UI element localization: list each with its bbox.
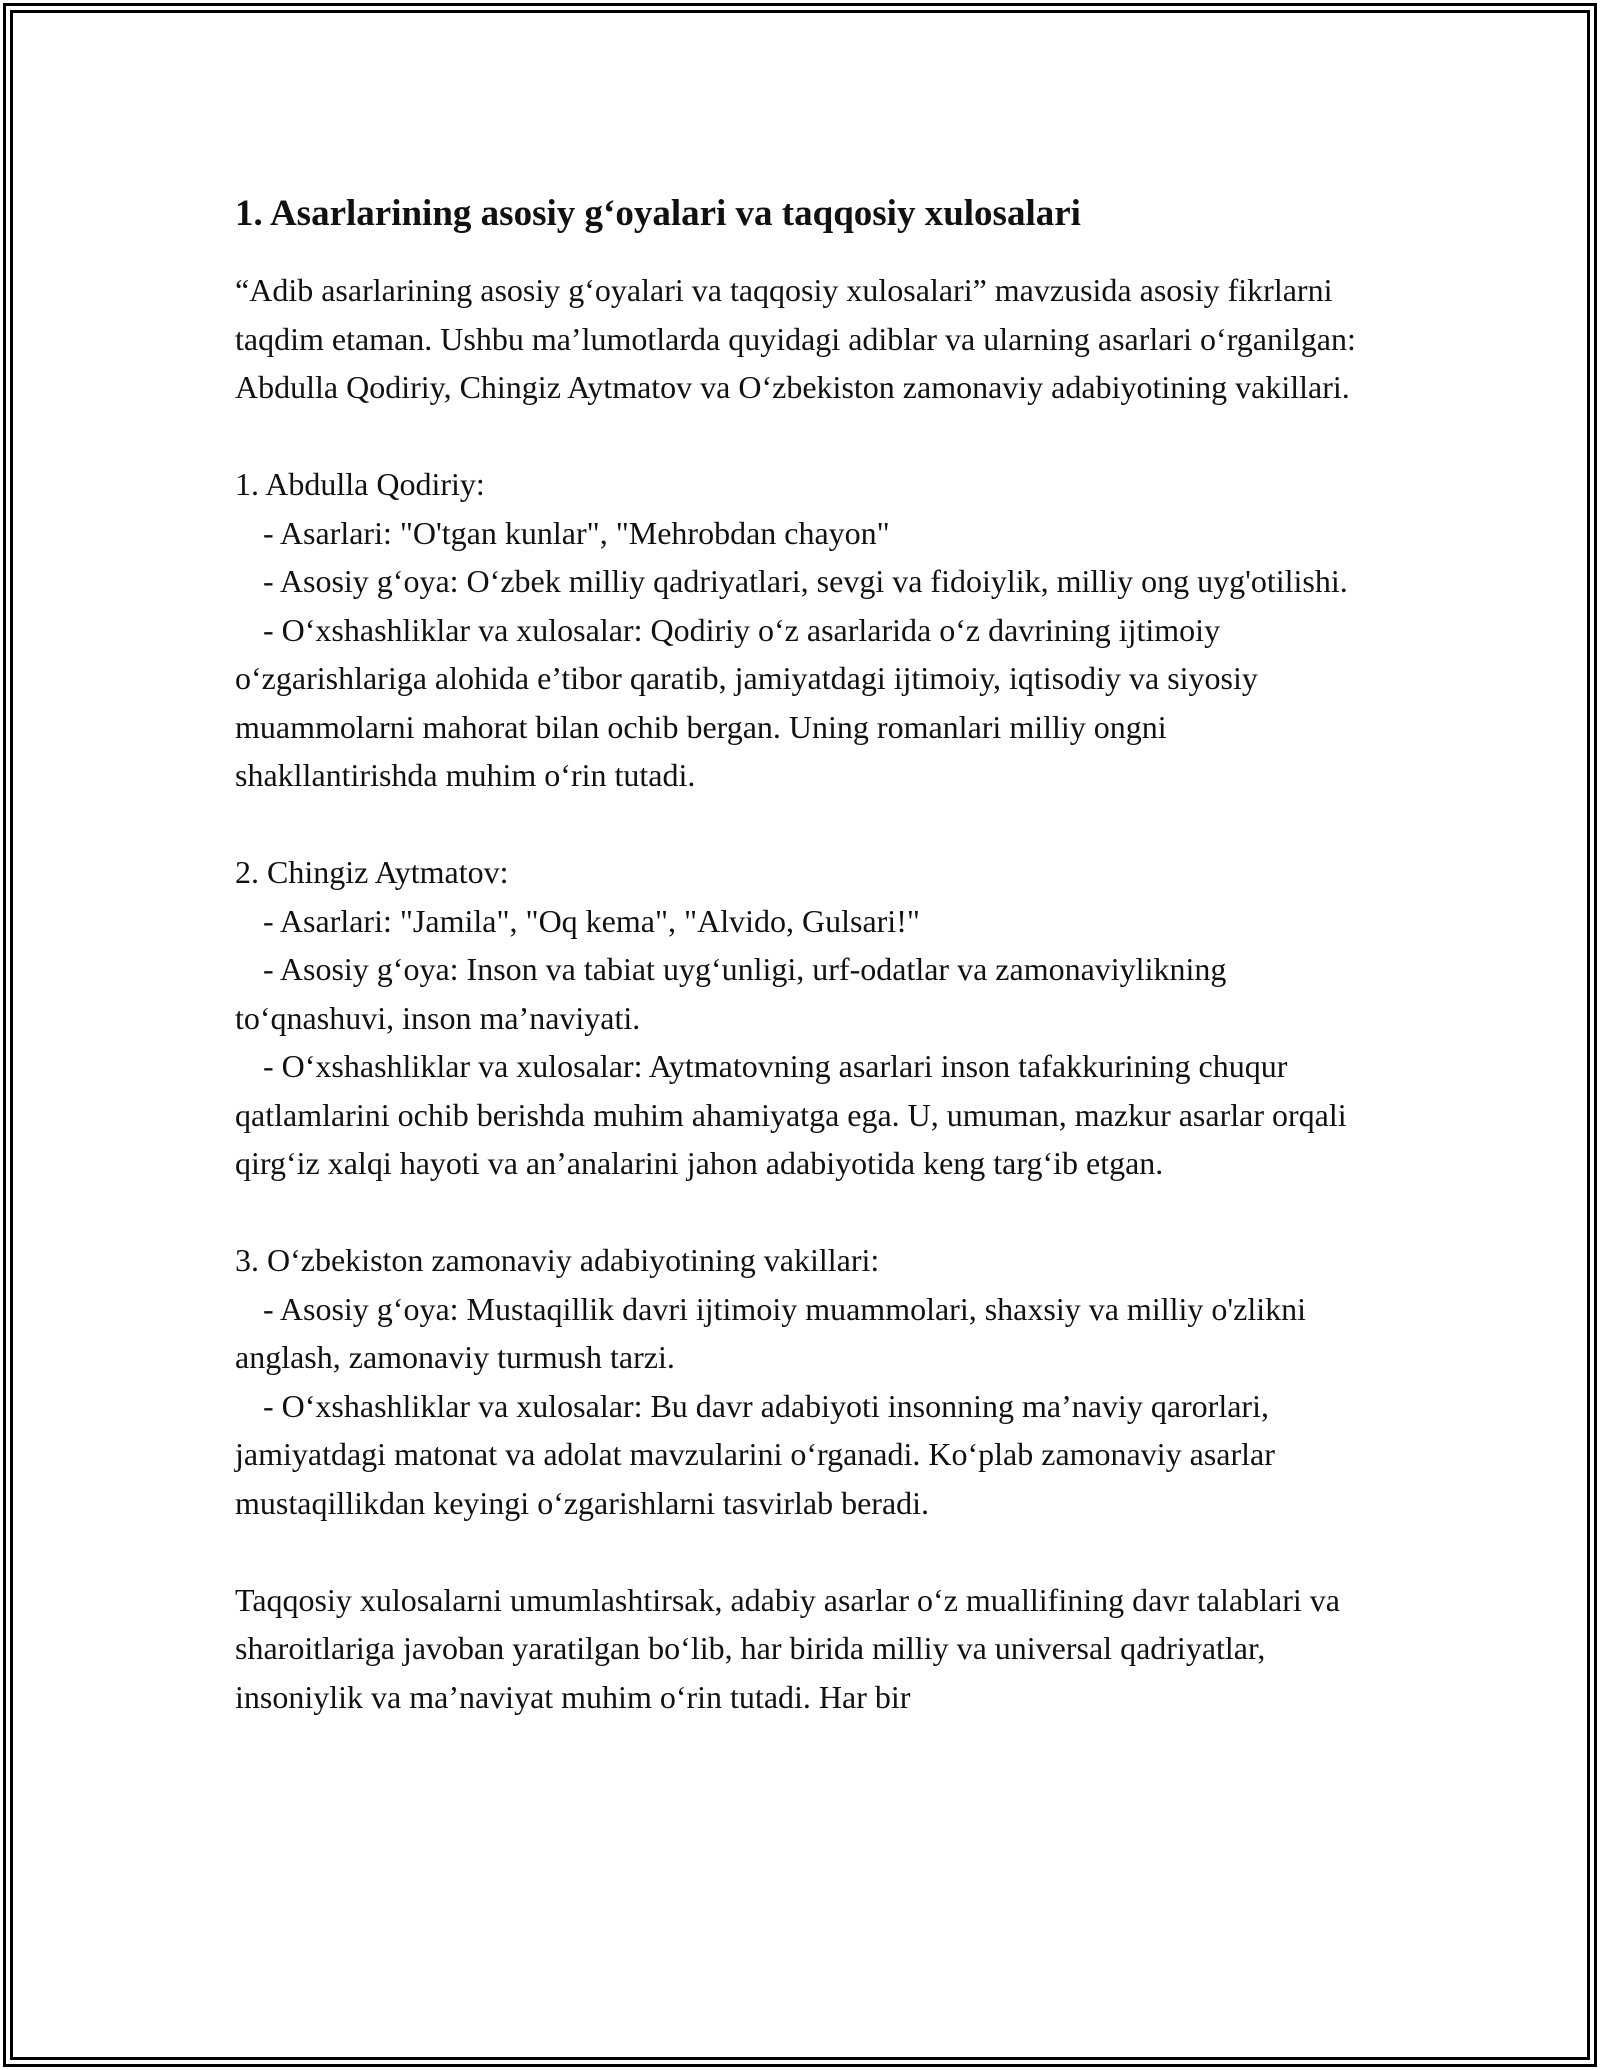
works-line: - Asarlari: "O'tgan kunlar", "Mehrobdan chayon" — [263, 514, 890, 551]
idea-text: Mustaqillik davri ijtimoiy muammolari, shaxsiy va milliy o'zlikni anglash, zamonaviy turmush tarzi. — [235, 1290, 1307, 1375]
author-title: 1. Abdulla Qodiriy: — [235, 466, 485, 502]
section-heading: 1. Asarlarining asosiy g‘oyalari va taqqosiy xulosalari — [235, 193, 1081, 234]
idea-label: - Asosiy g‘oya: — [263, 1290, 459, 1327]
conclusion-line — [235, 1382, 1375, 1528]
document-body — [235, 188, 1375, 1721]
idea-label: - Asosiy g‘oya: — [263, 563, 459, 599]
conclusion-text: Bu davr adabiyoti insonning ma’naviy qarorlari, jamiyatdagi matonat va adolat mavzularini o‘rganadi. Ko‘plab zamonaviy asarlar mustaqillikdan keyingi o‘zgarishlarni tasvirlab beradi. — [235, 1387, 1275, 1521]
paragraph-gap — [235, 1188, 1375, 1237]
author-title: 2. Chingiz Aytmatov: — [235, 854, 509, 890]
paragraph-gap — [235, 800, 1375, 849]
conclusion-text: Aytmatovning asarlari inson tafakkurining chuqur qatlamlarini ochib berishda muhim ahamiyatga ega. U, umuman, mazkur asarlar orqali qirg‘iz xalqi hayoti va an’analarini jahon adabiyotida keng targ‘ib etgan. — [235, 1048, 1347, 1181]
summary-paragraph: Taqqosiy xulosalarni umumlashtirsak, adabiy asarlar o‘z muallifining davr talablari va sharoitlariga javoban yaratilgan bo‘lib, har birida milliy va universal qadriyatlar, insoniylik va ma’naviyat muhim o‘rin tutadi. Har bir — [235, 1581, 1340, 1715]
idea-label: - Asosiy g‘oya: — [263, 951, 459, 987]
author-section-aytmatov — [235, 848, 1375, 1188]
author-section-qodiriy — [235, 460, 1375, 800]
idea-line — [235, 1285, 1375, 1382]
author-title: 3. O‘zbekiston zamonaviy adabiyotining vakillari: — [235, 1242, 880, 1278]
works-line: - Asarlari: "Jamila", "Oq kema", "Alvido, Gulsari!" — [263, 902, 920, 939]
conclusion-text: Qodiriy o‘z asarlarida o‘z davrining ijtimoiy o‘zgarishlariga alohida e’tibor qaratib, jamiyatdagi ijtimoiy, iqtisodiy va siyosiy muammolarni mahorat bilan ochib bergan. Uning romanlari milliy ongni shakllantirishda muhim o‘rin tutadi. — [235, 611, 1258, 793]
author-section-modern — [235, 1236, 1375, 1527]
paragraph-gap — [235, 1527, 1375, 1576]
intro-paragraph: “Adib asarlarining asosiy g‘oyalari va taqqosiy xulosalari” mavzusida asosiy fikrlarni taqdim etaman. Ushbu ma’lumotlarda quyidagi adiblar va ularning asarlari o‘rganilgan: Abdulla Qodiriy, Chingiz Aytmatov va O‘zbekiston zamonaviy adabiyotining vakillari. — [235, 272, 1356, 405]
idea-text: O‘zbek milliy qadriyatlari, sevgi va fidoiylik, milliy ong uyg'otilishi. — [458, 563, 1348, 599]
conclusion-label: - O‘xshashliklar va xulosalar: — [263, 1387, 643, 1424]
conclusion-line — [235, 1042, 1375, 1188]
conclusion-label: - O‘xshashliklar va xulosalar: — [263, 1048, 643, 1084]
conclusion-label: - O‘xshashliklar va xulosalar: — [263, 611, 643, 648]
conclusion-line — [235, 606, 1375, 800]
paragraph-gap — [235, 412, 1375, 461]
idea-line — [235, 557, 1375, 606]
idea-text: Inson va tabiat uyg‘unligi, urf-odatlar va zamonaviylikning to‘qnashuvi, inson ma’naviyati. — [235, 951, 1227, 1036]
idea-line — [235, 945, 1375, 1042]
